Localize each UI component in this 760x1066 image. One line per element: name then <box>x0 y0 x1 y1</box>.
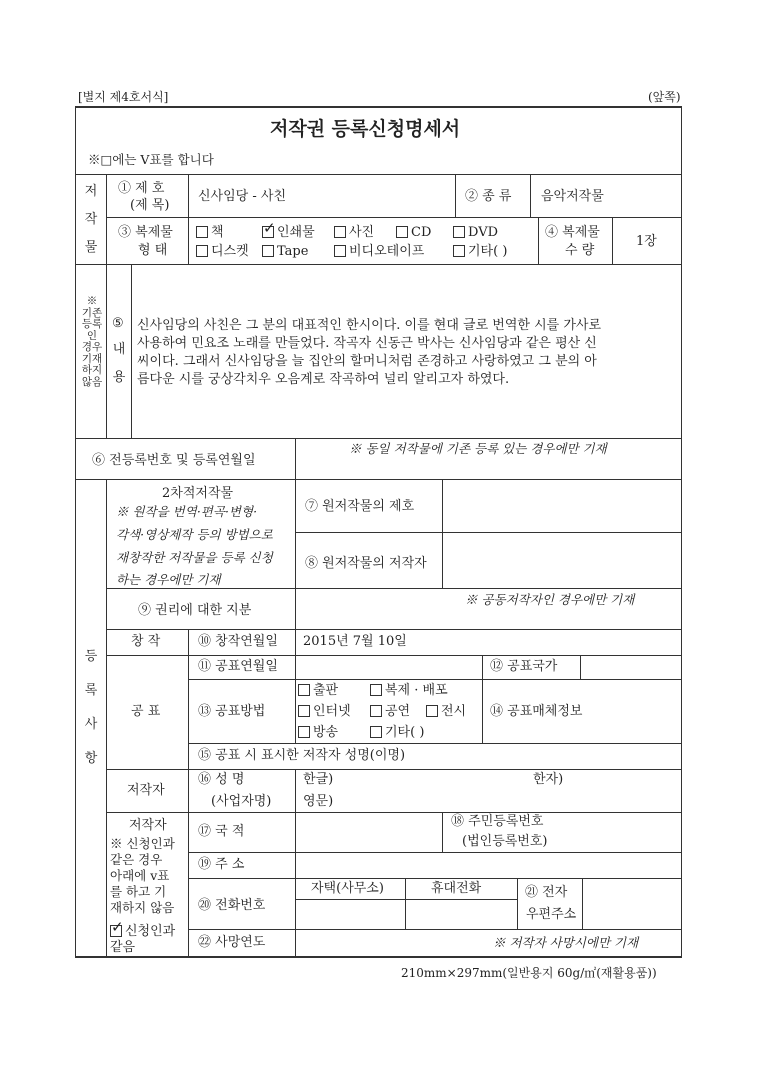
checkbox[interactable] <box>334 226 346 238</box>
same-as-applicant[interactable]: ✓신청인과 <box>110 924 175 940</box>
checkbox[interactable] <box>298 684 310 696</box>
derivative-title: 2차적저작물 <box>162 486 234 501</box>
pub-method-option[interactable]: 복제 · 배포 <box>370 683 448 699</box>
paper-spec-footer: 210mm×297mm(일반용지 60g/㎡(재활용품)) <box>401 966 657 980</box>
copy-form-option[interactable]: 디스켓 <box>196 244 249 260</box>
registration-group-label: 등록사항 <box>84 649 98 766</box>
pub-media-label: ⑭ 공표매체정보 <box>490 704 583 719</box>
checkbox[interactable] <box>298 726 310 738</box>
derivative-note: 재창작한 저작물을 등록 신청 <box>116 550 273 565</box>
content-number: ⑤ <box>112 316 124 331</box>
name-label-sub: (사업자명) <box>211 794 272 809</box>
phone-mobile-label: 휴대전화 <box>431 881 482 896</box>
author2-label: 저작자 <box>129 818 167 833</box>
creation-label: 창 작 <box>131 634 161 649</box>
copy-form-option[interactable]: DVD <box>453 225 498 241</box>
death-year-label: ㉒ 사망연도 <box>198 935 266 950</box>
nationality-label: ⑰ 국 적 <box>198 824 245 839</box>
creation-date-value: 2015년 7월 10일 <box>303 634 407 649</box>
orig-title-label: ⑦ 원저작물의 제호 <box>305 499 415 514</box>
pub-method-option[interactable]: 공연 <box>370 704 410 720</box>
pub-method-option[interactable]: 인터넷 <box>298 704 351 720</box>
copy-form-option[interactable]: Tape <box>262 244 308 260</box>
name-hanja: 한자) <box>533 772 564 787</box>
publication-label: 공 표 <box>131 704 161 719</box>
derivative-note: ※ 원작을 번역·편곡·변형· <box>116 504 258 519</box>
creation-date-label: ⑩ 창작연월일 <box>198 634 278 649</box>
content-line: 름다운 시를 궁상각치우 오음계로 작곡하여 널리 알리고자 하였다. <box>137 372 510 387</box>
email-label: ㉑ 전자 <box>525 885 568 900</box>
form-code: [별지 제4호서식] <box>78 90 169 104</box>
author-label: 저작자 <box>127 783 165 798</box>
quantity-label: ④ 복제물 <box>545 225 600 240</box>
author2-note: 같은 경우 <box>110 852 163 867</box>
same-as-applicant-sub: 같음 <box>110 940 136 955</box>
checkbox-checked[interactable] <box>262 226 274 238</box>
checkbox[interactable] <box>196 226 208 238</box>
form-title: 저작권 등록신청명세서 <box>270 118 461 140</box>
checkbox[interactable] <box>334 245 346 257</box>
checkbox[interactable] <box>370 705 382 717</box>
pub-country-label: ⑫ 공표국가 <box>490 659 558 674</box>
checkbox[interactable] <box>298 705 310 717</box>
quantity-label-sub: 수 량 <box>565 243 595 258</box>
share-note: ※ 공동저작자인 경우에만 기재 <box>465 592 635 607</box>
checkbox[interactable] <box>370 684 382 696</box>
checkbox-checked[interactable] <box>110 925 122 937</box>
id-label-sub: (법인등록번호) <box>462 834 548 849</box>
pub-method-label: ⑬ 공표방법 <box>198 704 266 719</box>
phone-label: ⑳ 전화번호 <box>198 898 266 913</box>
author2-note: 아래에 v표 <box>110 868 170 883</box>
checkbox[interactable] <box>262 245 274 257</box>
content-line: 신사임당의 사친은 그 분의 대표적인 한시이다. 이를 현대 글로 번역한 시를 가사로 <box>137 318 602 333</box>
checkbox[interactable] <box>453 245 465 257</box>
derivative-note: 각색·영상제작 등의 방법으로 <box>116 527 273 542</box>
author2-note: ※ 신청인과 <box>110 836 175 851</box>
copy-form-label-sub: 형 태 <box>138 243 168 258</box>
work-kind-value: 음악저작물 <box>541 189 604 204</box>
name-english: 영문) <box>303 794 334 809</box>
email-label-sub: 우편주소 <box>526 907 577 922</box>
copy-form-option[interactable]: 사진 <box>334 225 374 241</box>
author2-note: 를 하고 기 <box>110 884 167 899</box>
id-label: ⑱ 주민등록번호 <box>451 814 544 829</box>
title-label-sub: (제 목) <box>130 198 170 213</box>
checkbox[interactable] <box>426 705 438 717</box>
name-label: ⑯ 성 명 <box>198 772 245 787</box>
name-korean: 한글) <box>303 772 334 787</box>
checkbox[interactable] <box>370 726 382 738</box>
phone-home-label: 자택(사무소) <box>311 881 384 896</box>
prev-reg-label: ⑥ 전등록번호 및 등록연월일 <box>92 453 256 468</box>
content-line: 사용하여 민요조 노래를 만들었다. 작곡자 신동근 박사는 신사임당과 같은 평산 신 <box>137 336 597 351</box>
checkbox[interactable] <box>453 226 465 238</box>
content-side-note: ※ 기존 등록인 경우 기재하지 않음 <box>81 295 103 388</box>
page-side-label: (앞쪽) <box>648 90 681 104</box>
pub-method-option[interactable]: 전시 <box>426 704 466 720</box>
instruction-note: ※□에는 V표를 합니다 <box>88 152 214 167</box>
author2-note: 재하지 않음 <box>110 900 175 915</box>
orig-author-label: ⑧ 원저작물의 저작자 <box>305 556 427 571</box>
checkbox[interactable] <box>196 245 208 257</box>
copy-form-option[interactable]: ✓ 인쇄물 <box>262 225 315 241</box>
title-label: ① 제 호 <box>118 181 165 196</box>
work-title-value: 신사임당 - 사친 <box>198 189 287 204</box>
checkbox[interactable] <box>396 226 408 238</box>
content-label: 내 용 <box>112 342 126 385</box>
copy-form-label: ③ 복제물 <box>118 225 173 240</box>
work-group-label: 저작물 <box>84 184 98 255</box>
address-label: ⑲ 주 소 <box>198 857 245 872</box>
prev-reg-note: ※ 동일 저작물에 기존 등록 있는 경우에만 기재 <box>349 441 607 456</box>
pub-method-option[interactable]: 방송 <box>298 725 338 741</box>
copy-form-option[interactable]: 기타( ) <box>453 244 507 260</box>
quantity-value: 1장 <box>636 234 657 249</box>
copy-form-option[interactable]: CD <box>396 225 431 241</box>
death-year-note: ※ 저작자 사망시에만 기재 <box>493 935 639 950</box>
content-line: 씨이다. 그래서 신사임당을 늘 집안의 할머니처럼 존경하고 사랑하였고 그 분의 아 <box>137 354 597 369</box>
derivative-note: 하는 경우에만 기재 <box>116 572 221 587</box>
copy-form-option[interactable]: 책 <box>196 225 224 241</box>
pub-method-option[interactable]: 출판 <box>298 683 338 699</box>
copy-form-option[interactable]: 비디오테이프 <box>334 244 424 260</box>
pub-method-option[interactable]: 기타( ) <box>370 725 424 741</box>
share-label: ⑨ 권리에 대한 지분 <box>138 603 252 618</box>
pub-author-label: ⑮ 공표 시 표시한 저작자 성명(이명) <box>198 748 406 763</box>
kind-label: ② 종 류 <box>465 189 512 204</box>
pub-date-label: ⑪ 공표연월일 <box>198 659 278 674</box>
